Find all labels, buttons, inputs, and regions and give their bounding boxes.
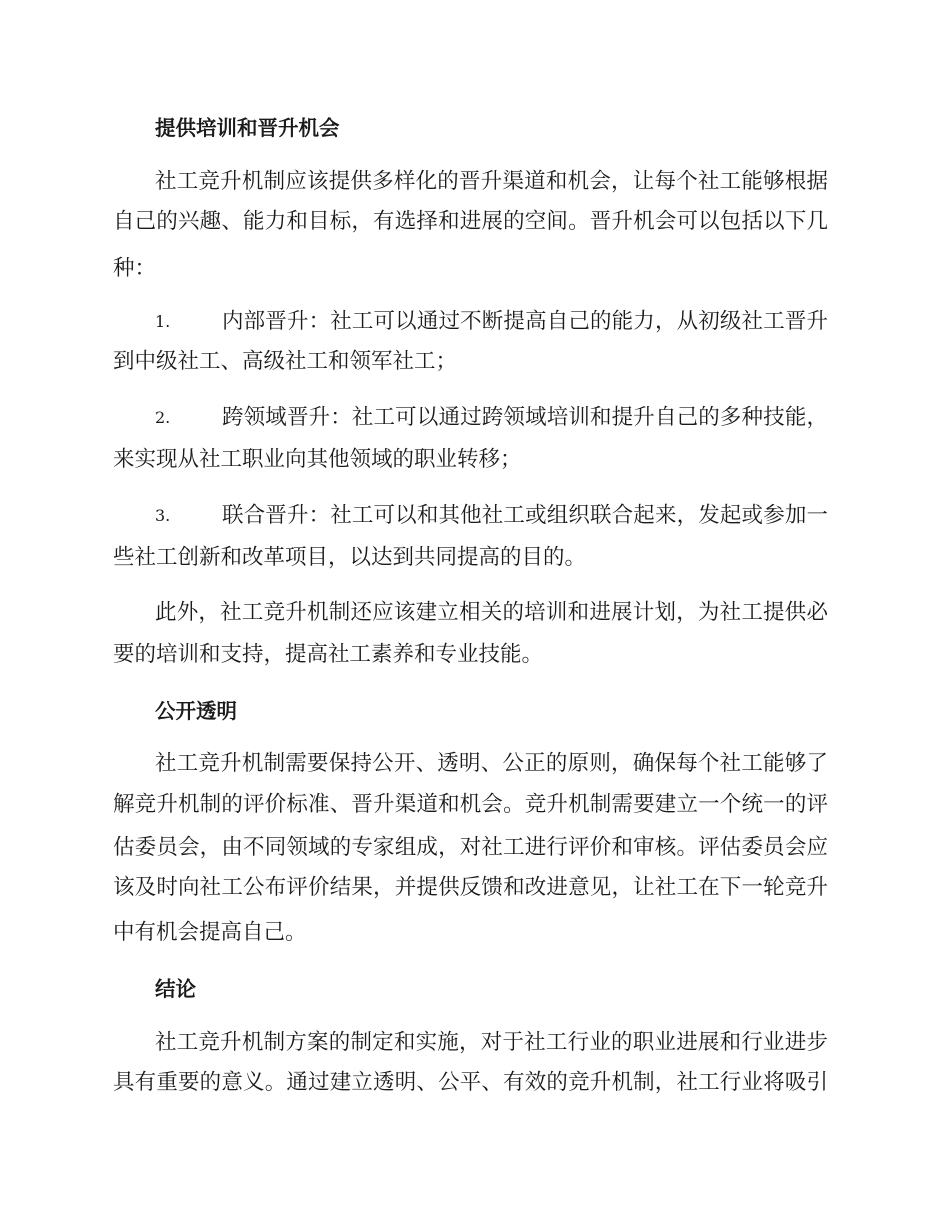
- paragraph-line: 估委员会，由不同领域的专家组成，对社工进行评价和审核。评估委员会应: [113, 835, 828, 860]
- paragraph-line: 自己的兴趣、能力和目标，有选择和进展的空间。晋升机会可以包括以下几: [113, 209, 828, 234]
- list-item-line: 跨领域晋升：社工可以通过跨领域培训和提升自己的多种技能，: [222, 405, 828, 430]
- list-item-line: 内部晋升：社工可以通过不断提高自己的能力，从初级社工晋升: [222, 309, 828, 334]
- list-item-line: 到中级社工、高级社工和领军社工；: [113, 349, 458, 374]
- paragraph-line: 社工竞升机制方案的制定和实施，对于社工行业的职业进展和行业进步: [155, 1030, 828, 1055]
- list-number: 2.: [155, 408, 171, 427]
- list-number: 3.: [155, 506, 171, 525]
- list-item-line: 联合晋升：社工可以和其他社工或组织联合起来，发起或参加一: [222, 503, 828, 528]
- list-item-line: 些社工创新和改革项目，以达到共同提高的目的。: [113, 545, 587, 570]
- paragraph-line: 社工竞升机制需要保持公开、透明、公正的原则，确保每个社工能够了: [155, 751, 828, 776]
- list-number: 1.: [155, 312, 171, 331]
- section-heading: 结论: [155, 977, 196, 1001]
- paragraph-line: 解竞升机制的评价标准、晋升渠道和机会。竞升机制需要建立一个统一的评: [113, 792, 828, 817]
- paragraph-line: 该及时向社工公布评价结果，并提供反馈和改进意见，让社工在下一轮竞升: [113, 875, 828, 900]
- paragraph-line: 具有重要的意义。通过建立透明、公平、有效的竞升机制，社工行业将吸引: [113, 1070, 828, 1095]
- paragraph-line: 种：: [113, 256, 157, 281]
- paragraph-line: 中有机会提高自己。: [113, 920, 307, 945]
- list-item-line: 来实现从社工职业向其他领域的职业转移；: [113, 447, 522, 472]
- paragraph-line: 要的培训和支持，提高社工素养和专业技能。: [113, 642, 544, 667]
- paragraph-line: 社工竞升机制应该提供多样化的晋升渠道和机会，让每个社工能够根据: [155, 169, 828, 194]
- paragraph-line: 此外，社工竞升机制还应该建立相关的培训和进展计划，为社工提供必: [155, 600, 828, 625]
- section-heading: 公开透明: [155, 699, 237, 723]
- section-heading: 提供培训和晋升机会: [155, 116, 340, 140]
